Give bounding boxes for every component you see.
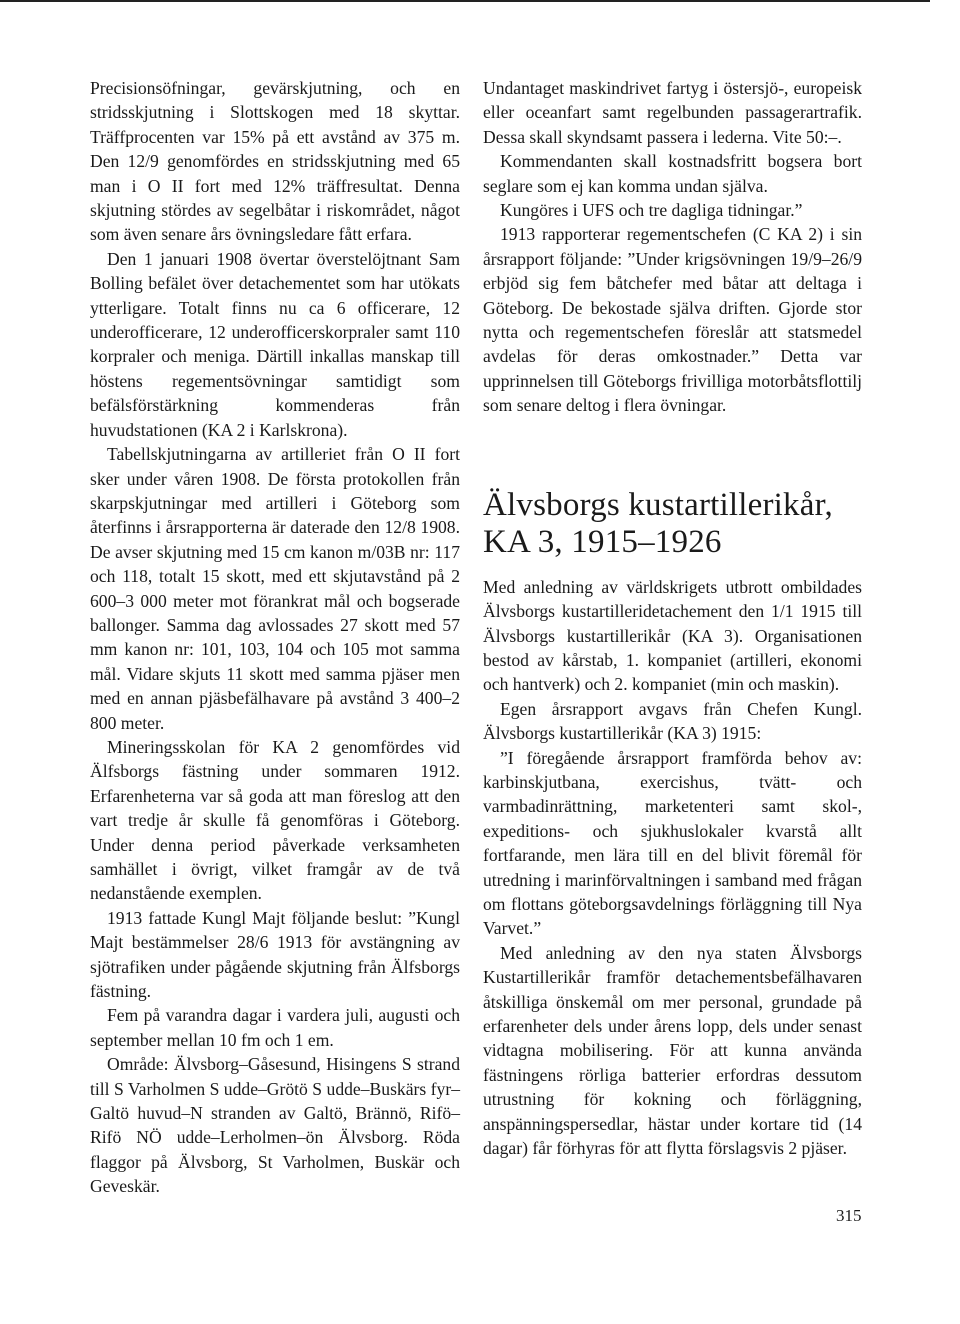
paragraph: Precisionsöfningar, gevärskjutning, och en stridsskjutning i Slottskogen med 18 skyttar. Träffprocenten var 15% på ett avstånd av 375 m. Den 12/9 genomfördes en stridsskjutning med 65 man i O II fort med 12% träffresultat. Denna skjutning stördes av segelbåtar i riskområdet, något som även senare års övningsledare fått erfara. — [90, 78, 460, 245]
paragraph: Egen årsrapport avgavs från Chefen Kungl. Älvsborgs kustartillerikår (KA 3) 1915: — [483, 698, 862, 744]
page-number: 315 — [836, 1206, 862, 1225]
paragraph: Mineringsskolan för KA 2 genomfördes vid Älfsborgs fästning under sommaren 1912. Erfarenheterna var så goda att man föreslog att den vart tredje år skulle få genomföras i Göteborg. Under denna period påverkade verksamheten samhället i övrigt, vilket framgår av de två nedanstående exemplen. — [90, 736, 460, 904]
paragraph: ”I föregående årsrapport framförda behov av: karbinskjutbana, exercishus, tvätt- och varmbadinrättning, marketenteri samt skol-, expeditions- och sjukhuslokaler kvarstå allt fortfarande, men lära till en del blivit föremål för utredning i marinförvaltningen i samband med frågan om flottans göteborgsavdelnings förläggning till Nya Varvet.” — [483, 747, 862, 939]
paragraph: 1913 rapporterar regementschefen (C KA 2) i sin årsrapport följande: ”Under krigsövningen 19/9–26/9 erbjöd sig fem båtchefer med båtar att deltaga i Göteborg. De bekostade själva driften. Gjorde stor nytta och regementschefen föreslår att statsmedel avdelas för deras omkostnader.” Detta var upprinnelsen till Göteborgs frivilliga motorbåtsflottilj som senare deltog i flera övningar. — [483, 224, 862, 416]
paragraph: Med anledning av världskrigets utbrott ombildades Älvsborgs kustartilleridetachement den 1/1 1915 till Älvsborgs kustartillerikår (KA 3). Organisationen bestod av kårstab, 1. kompaniet (artilleri, ekonomi och hantverk) och 2. kompaniet (min och maskin). — [483, 576, 862, 695]
paragraph: Den 1 januari 1908 övertar överstelöjtnant Sam Bolling befälet över detachementet som har utökats ytterligare. Totalt finns nu ca 6 officerare, 12 underofficerare, 12 underofficerskorpraler samt 110 korpraler och meniga. Därtill inkallas manskap till höstens regementsövningar samtidigt som befälsförstärkning kommenderas från huvudstationen (KA 2 i Karlskrona). — [90, 248, 460, 440]
top-rule — [0, 0, 930, 2]
paragraph: 1913 fattade Kungl Majt följande beslut: ”Kungl Majt bestämmelser 28/6 1913 för avstängning av sjötrafiken under pågående skjutning från Älfsborgs fästning. — [90, 907, 460, 1002]
paragraph: Område: Älvsborg–Gåsesund, Hisingens S strand till S Varholmen S udde–Grötö S udde–Buskärs fyr–Galtö huvud–N stranden av Galtö, Brännö, Rifö–Rifö NÖ udde–Lerholmen–ön Älvsborg. Röda flaggor på Älvsborg, St Varholmen, Buskär och Geveskär. — [90, 1054, 460, 1197]
paragraph: Fem på varandra dagar i vardera juli, augusti och september mellan 10 fm och 1 em. — [90, 1005, 460, 1050]
paragraph: Undantaget maskindrivet fartyg i östersjö-, europeisk eller oceanfart samt regelbunden passagerartrafik. Dessa skall skyndsamt passera i lederna. Vite 50:–. — [483, 78, 862, 147]
paragraph: Tabellskjutningarna av artilleriet från O II fort sker under våren 1908. De första protokollen från skarpskjutningar med artilleri i Göteborg som återfinns i årsrapporterna är daterade den 12/8 1908. De avser skjutning med 15 cm kanon m/03B nr: 117 och 118, totalt 15 skott, med ett skjutavstånd på 2 600–3 000 meter mot förankrat mål och bogserade ballonger. Samma dag avlossades 27 skott med 57 mm kanon nr: 101, 103, 104 och 105 mot samma mål. Vidare skjuts 11 skott med samma pjäser men med en annan pjäsbefälhavare på avstånd 3 400–2 800 meter. — [90, 444, 460, 733]
paragraph: Kungöres i UFS och tre dagliga tidningar.” — [500, 200, 803, 221]
section-heading: Älvsborgs kustartillerikår, KA 3, 1915–1926 — [483, 486, 833, 560]
paragraph: Kommendanten skall kostnadsfritt bogsera bort seglare som ej kan komma undan själva. — [483, 151, 862, 196]
left-column — [90, 76, 460, 1199]
right-column — [483, 76, 862, 1160]
paragraph: Med anledning av den nya staten Älvsborgs Kustartillerikår framför detachementsbefälhavaren åtskilliga önskemål om mer personal, grundade på erfarenheter dels under årens lopp, dels under senast vidtagna mobilisering. För att kunna använda fästningens rörliga batterier erfordras dessutom utrustning för kokning och förläggning, anspänningspersedlar, hästar under kortare tid (14 dagar) får förhyras för att flytta förslagsvis 2 pjäser. — [483, 942, 862, 1159]
